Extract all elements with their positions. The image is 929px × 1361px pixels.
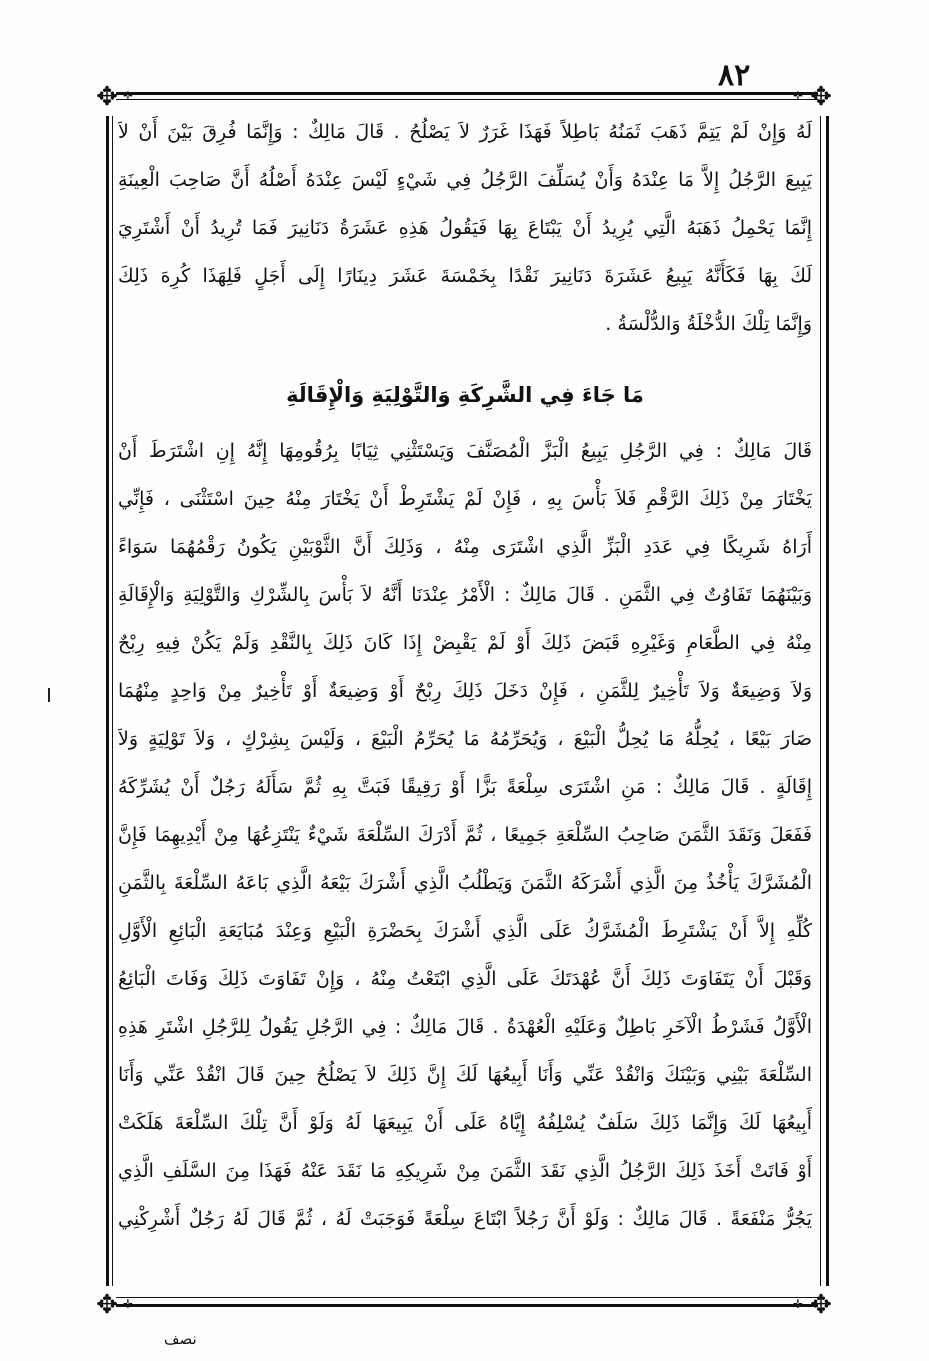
bar-ornament-icon: ✛ (122, 89, 134, 103)
text-line: يَخْتَارَ مِنْ ذَلِكَ الرَّقْمِ فَلاَ بَأْسَ بِهِ ، فَإِنْ لَمْ يَشْتَرِطْ أَنْ يَخْتَارَ مِنْهُ حِينَ اسْتَثْنَى ، فَإِنِّي (118, 488, 812, 510)
text-line: يَبِيعَ الرَّجُلُ إِلاَّ مَا عِنْدَهُ وَأَنْ يُسَلِّفَ الرَّجُلُ فِي شَيْءٍ لَيْسَ عِنْدَهُ أَصْلُهُ أَنَّ صَاحِبَ الْعِينَةِ (118, 169, 812, 191)
border-left-inner-line (112, 116, 113, 1286)
text-line: فَفَعَلَ وَنَقَدَ الثَّمَنَ صَاحِبُ السِّلْعَةِ جَمِيعًا ، ثُمَّ أَدْرَكَ السِّلْعَةَ شَيْءٌ يَنْتَزِعُهَا مِنْ أَيْدِيهِمَا فَإِنَّ (118, 824, 812, 846)
paragraph-main (118, 427, 812, 1243)
text-line: كُلِّهِ إِلاَّ أَنْ يَشْتَرِطَ الْمُشَرَّكُ عَلَى الَّذِي أَشْرَكَ بِحَضْرَةِ الْبَيْعِ وَعِنْدَ مُبَايَعَةِ الْبَائِعِ الْأَوَّلِ (118, 920, 812, 942)
page-number: ٨٢ (718, 58, 751, 93)
text-line: قَالَ مَالِكٌ : فِي الرَّجُلِ يَبِيعُ الْبَزَّ الْمُصَنَّفَ وَيَسْتَثْنِي ثِيَابًا بِرُقُومِهَا إِنَّهُ إِنِ اشْتَرَطَ أَنْ (118, 440, 812, 462)
text-line: أَبِيعُهَا لَكَ وَإِنَّمَا ذَلِكَ سَلَفٌ يُسْلِفُهُ إِيَّاهُ عَلَى أَنْ يَبِيعَهَا لَهُ وَلَوْ أَنَّ تِلْكَ السِّلْعَةَ هَلَكَتْ (118, 1112, 812, 1134)
border-right-inner-line (820, 116, 821, 1286)
text-line: الْأَوَّلُ فَشَرْطُ الْآخَرِ بَاطِلٌ وَعَلَيْهِ الْعُهْدَةُ . قَالَ مَالِكٌ : فِي الرَّجُلِ يَقُولُ لِلرَّجُلِ اشْتَرِ هَذِهِ (118, 1016, 812, 1038)
border-top-inner-line (116, 99, 818, 100)
text-line: أَوْ فَاتَتْ أَخَذَ ذَلِكَ الرَّجُلُ الَّذِي نَقَدَ الثَّمَنَ مِنْ شَرِيكِهِ مَا نَقَدَ عَنْهُ فَهَذَا مِنَ السَّلَفِ الَّذِي (118, 1160, 812, 1182)
border-bottom-line (116, 1304, 818, 1307)
bar-ornament-icon: ✛ (792, 1297, 804, 1311)
text-line: وَقَبْلَ أَنْ يَتَفَاوَتَ ذَلِكَ أَنَّ عُهْدَتَكَ عَلَى الَّذِي ابْتَعْتُ مِنْهُ ، وَإِنْ تَفَاوَتَ ذَلِكَ وَفَاتَ الْبَائِعُ (118, 968, 812, 990)
text-line: إِقَالَةٍ . قَالَ مَالِكٌ : مَنِ اشْتَرَى سِلْعَةً بَزًّا أَوْ رَقِيقًا فَبَتَّ بِهِ ثُمَّ سَأَلَهُ رَجُلٌ أَنْ يُشَرِّكَهُ (118, 776, 812, 798)
text-line: يَجُرُّ مَنْفَعَةً . قَالَ مَالِكٌ : وَلَوْ أَنَّ رَجُلاً ابْتَاعَ سِلْعَةً فَوَجَبَتْ لَهُ ، ثُمَّ قَالَ لَهُ رَجُلٌ أَشْرِكْنِي (118, 1208, 812, 1230)
bar-ornament-icon: ✛ (122, 1297, 134, 1311)
footer-catchword: نصف (164, 1330, 197, 1348)
text-line: صَارَ بَيْعًا ، يُحِلُّهُ مَا يُحِلُّ الْبَيْعَ ، وَيُحَرِّمُهُ مَا يُحَرِّمُ الْبَيْعَ ، وَلَيْسَ بِشِرْكٍ ، وَلاَ تَوْلِيَةٍ وَلاَ (118, 728, 812, 750)
border-right-line (826, 116, 829, 1286)
paragraph-continued (118, 108, 812, 348)
text-line: مِنْهُ فِي الطَّعَامِ وَغَيْرِهِ قَبَضَ ذَلِكَ أَوْ لَمْ يَقْبِضْ إِذَا كَانَ ذَلِكَ بِالنَّقْدِ وَلَمْ يَكُنْ فِيهِ رِبْحٌ (118, 632, 812, 654)
corner-ornament-icon: ✥ (810, 82, 832, 112)
text-line: السِّلْعَةَ بَيْنِي وَبَيْنَكَ وَانْقُدْ عَنِّي وَأَنَا أَبِيعُهَا لَكَ إِنَّ ذَلِكَ لاَ يَصْلُحُ حِينَ قَالَ انْقُدْ عَنِّي وَأَنَا (118, 1064, 812, 1086)
border-top-line (116, 92, 818, 95)
text-line: لَهُ وَإِنْ لَمْ يَتِمَّ ذَهَبَ ثَمَنُهُ بَاطِلاً فَهَذَا غَرَرٌ لاَ يَصْلُحُ . قَالَ مَالِكٌ : وَإِنَّمَا فُرِقَ بَيْنَ أَنْ لاَ (118, 121, 812, 143)
text-line: الْمُشَرَّكَ يَأْخُذُ مِنَ الَّذِي أَشْرَكَهُ الثَّمَنَ وَيَطْلُبُ الَّذِي أَشْرَكَ بَيْعَهُ الَّذِي بَاعَهُ السِّلْعَةَ بِالثَّمَنِ (118, 872, 812, 894)
text-line: وَلاَ وَضِيعَةٌ وَلاَ تَأْخِيرٌ لِلثَّمَنِ ، فَإِنْ دَخَلَ ذَلِكَ رِبْحٌ أَوْ وَضِيعَةٌ أَوْ تَأْخِيرٌ مِنْ وَاحِدٍ مِنْهُمَا (118, 680, 812, 702)
margin-mark (48, 688, 50, 702)
corner-ornament-icon: ✥ (810, 1290, 832, 1320)
text-line: وَبَيْنَهُمَا تَفَاوُتٌ فِي الثَّمَنِ . قَالَ مَالِكٌ : الْأَمْرُ عِنْدَنَا أَنَّهُ لاَ بَأْسَ بِالشِّرْكِ وَالتَّوْلِيَةِ وَالْإِقَالَةِ (118, 584, 812, 606)
border-left-line (106, 116, 109, 1286)
text-line: لَكَ بِهَا فَكَأَنَّهُ يَبِيعُ عَشَرَةَ دَنَانِيرَ نَقْدًا بِخَمْسَةَ عَشَرَ دِينَارًا إِلَى أَجَلٍ فَلِهَذَا كُرِهَ ذَلِكَ (118, 265, 812, 287)
border-bottom-inner-line (116, 1297, 818, 1298)
text-line: وَإِنَّمَا تِلْكَ الدُّخْلَةُ وَالدُّلْسَةُ . (605, 313, 812, 335)
text-line: أَرَاهُ شَرِيكًا فِي عَدَدِ الْبَزِّ الَّذِي اشْتَرَى مِنْهُ ، وَذَلِكَ أَنَّ الثَّوْبَيْنِ يَكُونُ رَقْمُهُمَا سَوَاءً (118, 536, 812, 558)
corner-ornament-icon: ✥ (96, 1290, 118, 1320)
section-heading: مَا جَاءَ فِي الشَّرِكَةِ وَالتَّوْلِيَةِ وَالْإِقَالَةِ (286, 383, 644, 407)
text-line: إِنَّمَا يَحْمِلُ ذَهَبَهُ الَّتِي يُرِيدُ أَنْ يَبْتَاعَ بِهَا فَيَقُولُ هَذِهِ عَشَرَةُ دَنَانِيرَ فَمَا تُرِيدُ أَنْ أَشْتَرِيَ (118, 217, 812, 239)
corner-ornament-icon: ✥ (96, 82, 118, 112)
bar-ornament-icon: ✛ (792, 89, 804, 103)
